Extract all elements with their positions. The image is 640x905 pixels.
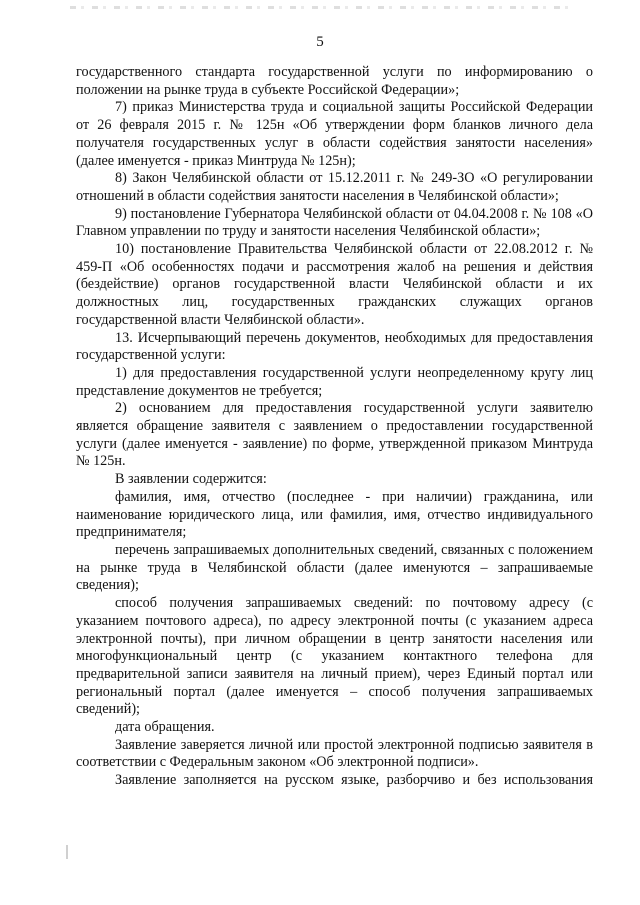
paragraph: государственного стандарта государственной услуги по информированию о положении на рынке труда в субъекте Российской Федерации»; (76, 64, 593, 98)
scan-artifact-top (70, 6, 570, 9)
scan-artifact-margin (66, 845, 68, 859)
paragraph: Заявление заполняется на русском языке, разборчиво и без использования (115, 772, 593, 789)
page-number: 5 (316, 34, 324, 50)
paragraph: 13. Исчерпывающий перечень документов, необходимых для предоставления государственной услуги: (76, 329, 593, 364)
paragraph: фамилия, имя, отчество (последнее - при наличии) гражданина, или наименование юридического лица, или фамилия, имя, отчество индивидуального предпринимателя; (76, 488, 593, 541)
paragraph: способ получения запрашиваемых сведений: по почтовому адресу (с указанием почтового адреса), по адресу электронной почты (с указанием адреса электронной почты), при личном обращении в центр занятости населения или многофункциональный центр (с указанием контактного телефона для предварительной записи заявителя на личный прием), через Единый портал или региональный портал (далее именуется – способ получения запрашиваемых сведений); (76, 595, 593, 718)
paragraph: 10) постановление Правительства Челябинской области от 22.08.2012 г. № 459-П «Об особенностях подачи и рассмотрения жалоб на решения и действия (бездействие) органов государственной власти Челябинской области и их должностных лиц, государственных гражданских служащих органов государственной власти Челябинской области». (76, 241, 593, 328)
paragraph: 1) для предоставления государственной услуги неопределенному кругу лиц представление документов не требуется; (76, 364, 593, 399)
document-body (76, 64, 593, 790)
paragraph: дата обращения. (115, 719, 215, 736)
paragraph: 8) Закон Челябинской области от 15.12.2011 г. № 249-ЗО «О регулировании отношений в области содействия занятости населения в Челябинской области»; (76, 170, 593, 204)
paragraph: В заявлении содержится: (115, 471, 267, 488)
paragraph: Заявление заверяется личной или простой электронной подписью заявителя в соответствии с Федеральным законом «Об электронной подписи». (76, 736, 593, 771)
paragraph: 9) постановление Губернатора Челябинской области от 04.04.2008 г. № 108 «О Главном управлении по труду и занятости населения Челябинской области»; (76, 205, 593, 240)
paragraph: 2) основанием для предоставления государственной услуги заявителю является обращение заявителя с заявлением о предоставлении государственной услуги (далее именуется - заявление) по форме, утвержденной приказом Минтруда № 125н. (76, 400, 593, 470)
paragraph: перечень запрашиваемых дополнительных сведений, связанных с положением на рынке труда в Челябинской области (далее именуются – запрашиваемые сведения); (76, 541, 593, 594)
paragraph: 7) приказ Министерства труда и социальной защиты Российской Федерации от 26 февраля 2015 г. № 125н «Об утверждении форм бланков личного дела получателя государственных услуг в области содействия занятости населения» (далее именуется - приказ Минтруда № 125н); (76, 99, 593, 169)
